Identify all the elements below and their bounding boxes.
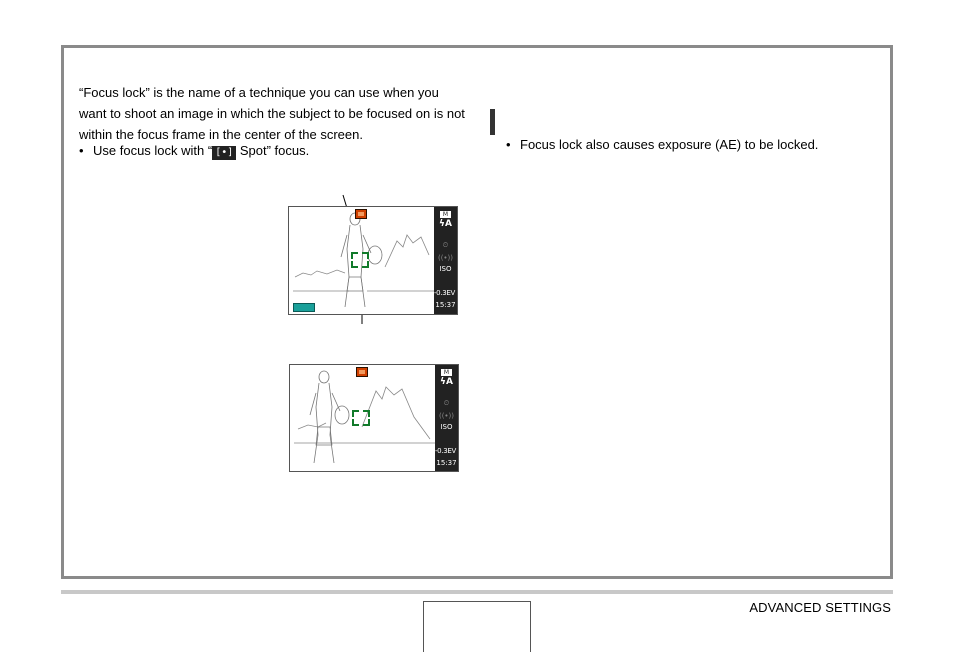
record-mode-icon [355,209,367,219]
flash-auto-icon: ϟA [440,377,453,387]
bullet-suffix: Spot” focus. [236,143,310,158]
flash-auto-icon: ϟA [439,219,452,229]
bullet-prefix: Use focus lock with “ [93,143,213,158]
status-sidebar [435,365,458,471]
focus-frame [352,410,370,426]
footer-rule [61,590,893,594]
ev-value: -0.3EV [433,289,456,297]
page-number-box [423,601,531,652]
anti-shake-icon: ((•)) [438,412,455,420]
mode-badge: M [434,210,457,218]
iso-label: ISO [440,423,453,431]
exposure-lock-text: Focus lock also causes exposure (AE) to be locked. [520,137,819,152]
monitor-screen-recomposed [289,364,459,472]
self-timer-icon: ⏲ [443,399,450,407]
mode-badge: M [435,368,458,376]
monitor-screen-focusing [288,206,458,315]
bullet-icon: • [79,143,84,158]
intro-paragraph: “Focus lock” is the name of a technique you can use when you want to shoot an image in which the subject to be focused on is not within the focus frame in the center of the screen. [79,85,465,142]
focus-frame [351,252,369,268]
anti-shake-icon: ((•)) [437,254,454,262]
status-sidebar [434,207,457,314]
battery-icon [293,303,315,312]
time-value: 15:37 [436,459,457,467]
record-mode-icon [356,367,368,377]
time-value: 15:37 [435,301,456,309]
spot-focus-icon: [•] [212,146,236,160]
bullet-icon: • [506,137,511,152]
iso-label: ISO [439,265,452,273]
section-label: ADVANCED SETTINGS [749,600,891,615]
self-timer-icon: ⏲ [442,241,449,249]
ev-value: -0.3EV [434,447,457,455]
